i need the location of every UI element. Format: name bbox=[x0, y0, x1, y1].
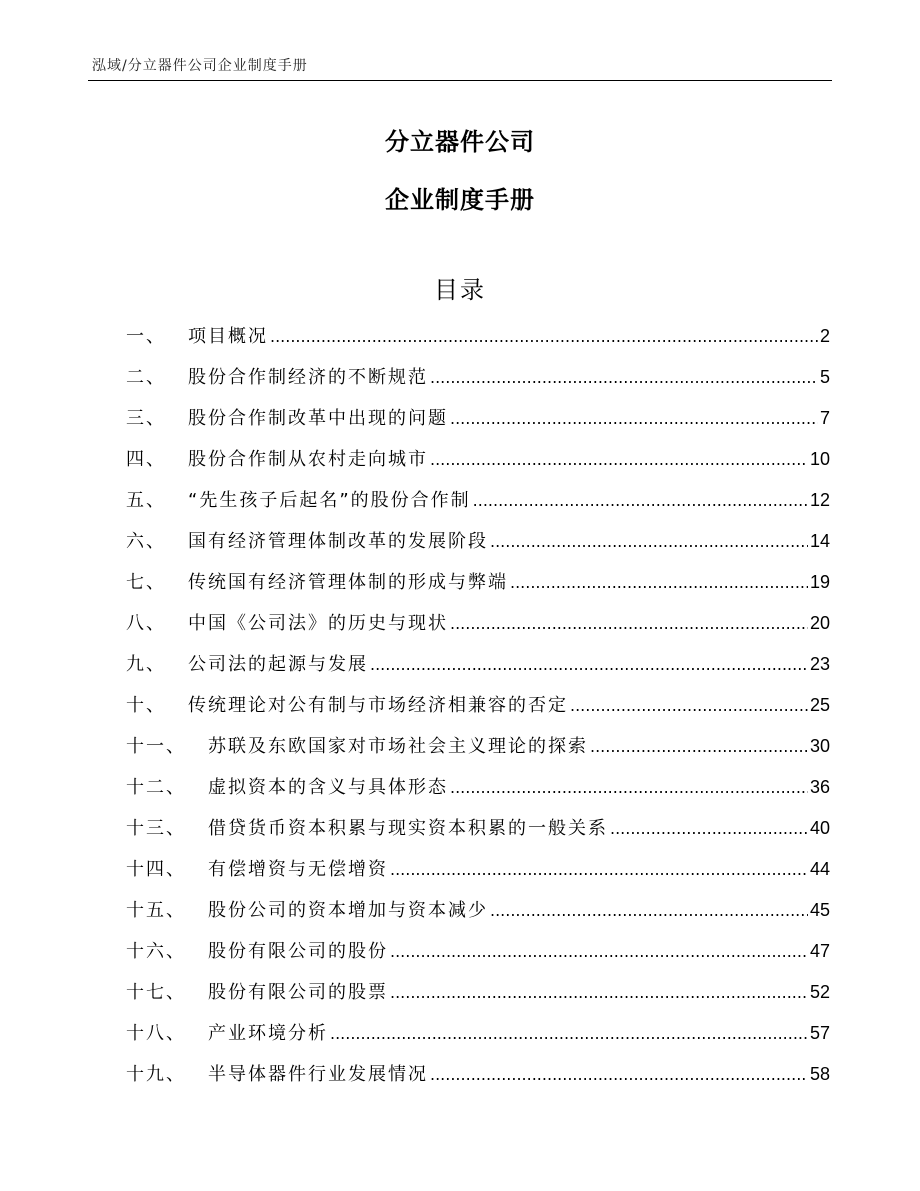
toc-entry[interactable] bbox=[126, 936, 830, 977]
toc-entry-number: 十一、 bbox=[126, 736, 186, 757]
toc-entry-title: 股份合作制经济的不断规范 bbox=[188, 367, 428, 388]
toc-entry-page: 12 bbox=[809, 490, 830, 510]
toc-entry[interactable] bbox=[126, 895, 830, 936]
toc-entry-number: 四、 bbox=[126, 449, 166, 470]
toc-entry-page: 52 bbox=[809, 982, 830, 1002]
toc-leader-dots bbox=[450, 404, 818, 434]
toc-leader-dots bbox=[570, 691, 808, 721]
toc-entry-title: 国有经济管理体制改革的发展阶段 bbox=[188, 531, 488, 552]
toc-entry[interactable] bbox=[126, 854, 830, 895]
toc-entry[interactable] bbox=[126, 444, 830, 485]
toc-entry[interactable] bbox=[126, 362, 830, 403]
toc-entry-title: 有偿增资与无偿增资 bbox=[208, 859, 388, 880]
toc-entry-number: 十四、 bbox=[126, 859, 186, 880]
toc-entry-number: 十五、 bbox=[126, 900, 186, 921]
document-subtitle: 企业制度手册 bbox=[385, 186, 535, 214]
toc-entry-number: 七、 bbox=[126, 572, 166, 593]
toc-entry[interactable] bbox=[126, 1059, 830, 1100]
toc-entry-page: 20 bbox=[809, 613, 830, 633]
toc-entry-number: 九、 bbox=[126, 654, 166, 675]
toc-entry-number: 十、 bbox=[126, 695, 166, 716]
toc-entry[interactable] bbox=[126, 731, 830, 772]
toc-entry-page: 36 bbox=[809, 777, 830, 797]
toc-entry-page: 14 bbox=[809, 531, 830, 551]
toc-entry-title: 股份公司的资本增加与资本减少 bbox=[208, 900, 488, 921]
toc-entry-title: 产业环境分析 bbox=[208, 1023, 328, 1044]
toc-entry-page: 5 bbox=[819, 367, 830, 387]
toc-entry-number: 一、 bbox=[126, 326, 166, 347]
running-header: 泓域/分立器件公司企业制度手册 bbox=[92, 58, 308, 74]
toc-leader-dots bbox=[490, 527, 808, 557]
toc-entry-page: 19 bbox=[809, 572, 830, 592]
toc-entry-page: 7 bbox=[819, 408, 830, 428]
toc-entry-title: 半导体器件行业发展情况 bbox=[208, 1064, 428, 1085]
toc-entry-title: 股份合作制从农村走向城市 bbox=[188, 449, 428, 470]
toc-entry-page: 44 bbox=[809, 859, 830, 879]
toc-entry-page: 10 bbox=[809, 449, 830, 469]
toc-entry[interactable] bbox=[126, 772, 830, 813]
toc-entry-title: 传统国有经济管理体制的形成与弊端 bbox=[188, 572, 508, 593]
toc-entry[interactable] bbox=[126, 649, 830, 690]
toc-leader-dots bbox=[610, 814, 808, 844]
toc-leader-dots bbox=[450, 609, 808, 639]
toc-entry-page: 57 bbox=[809, 1023, 830, 1043]
toc-entry-title: 苏联及东欧国家对市场社会主义理论的探索 bbox=[208, 736, 588, 757]
toc-entry-title: 项目概况 bbox=[188, 326, 268, 347]
toc-leader-dots bbox=[490, 896, 808, 926]
toc-entry-title: 中国《公司法》的历史与现状 bbox=[188, 613, 448, 634]
toc-entry-number: 十七、 bbox=[126, 982, 186, 1003]
document-title: 分立器件公司 bbox=[385, 128, 535, 156]
toc-entry[interactable] bbox=[126, 485, 830, 526]
toc-entry-page: 47 bbox=[809, 941, 830, 961]
toc-entry-title: 公司法的起源与发展 bbox=[188, 654, 368, 675]
toc-leader-dots bbox=[430, 1060, 808, 1090]
toc-entry-number: 二、 bbox=[126, 367, 166, 388]
toc-entry[interactable] bbox=[126, 1018, 830, 1059]
toc-entry-title: 股份合作制改革中出现的问题 bbox=[188, 408, 448, 429]
toc-entry[interactable] bbox=[126, 813, 830, 854]
toc-entry[interactable] bbox=[126, 690, 830, 731]
toc-entry-page: 25 bbox=[809, 695, 830, 715]
toc-entry-number: 十六、 bbox=[126, 941, 186, 962]
toc-entry-title: 虚拟资本的含义与具体形态 bbox=[208, 777, 448, 798]
toc-entry-number: 十九、 bbox=[126, 1064, 186, 1085]
toc-entry-number: 三、 bbox=[126, 408, 166, 429]
toc-leader-dots bbox=[473, 486, 808, 516]
toc-entry-page: 45 bbox=[809, 900, 830, 920]
toc-leader-dots bbox=[510, 568, 808, 598]
toc-entry-number: 十三、 bbox=[126, 818, 186, 839]
toc-leader-dots bbox=[270, 322, 818, 352]
toc-leader-dots bbox=[590, 732, 808, 762]
toc-entry-title: “先生孩子后起名”的股份合作制 bbox=[188, 490, 471, 511]
toc-heading: 目录 bbox=[434, 276, 486, 304]
toc-leader-dots bbox=[370, 650, 808, 680]
toc-entry-page: 2 bbox=[819, 326, 830, 346]
header-divider bbox=[88, 80, 832, 81]
toc-entry-page: 40 bbox=[809, 818, 830, 838]
toc-entry-page: 58 bbox=[809, 1064, 830, 1084]
toc-entry-number: 八、 bbox=[126, 613, 166, 634]
toc-entry-page: 30 bbox=[809, 736, 830, 756]
toc-entry-number: 六、 bbox=[126, 531, 166, 552]
toc-leader-dots bbox=[390, 978, 808, 1008]
toc-leader-dots bbox=[430, 445, 808, 475]
toc-entry[interactable] bbox=[126, 403, 830, 444]
table-of-contents bbox=[126, 321, 830, 1100]
toc-entry-title: 传统理论对公有制与市场经济相兼容的否定 bbox=[188, 695, 568, 716]
toc-entry[interactable] bbox=[126, 526, 830, 567]
toc-leader-dots bbox=[390, 937, 808, 967]
toc-entry[interactable] bbox=[126, 608, 830, 649]
toc-entry-number: 十八、 bbox=[126, 1023, 186, 1044]
toc-leader-dots bbox=[390, 855, 808, 885]
toc-entry-page: 23 bbox=[809, 654, 830, 674]
toc-leader-dots bbox=[330, 1019, 808, 1049]
toc-entry-number: 五、 bbox=[126, 490, 166, 511]
toc-leader-dots bbox=[450, 773, 808, 803]
toc-entry-title: 股份有限公司的股份 bbox=[208, 941, 388, 962]
toc-entry-number: 十二、 bbox=[126, 777, 186, 798]
toc-entry[interactable] bbox=[126, 567, 830, 608]
toc-entry[interactable] bbox=[126, 321, 830, 362]
toc-entry-title: 借贷货币资本积累与现实资本积累的一般关系 bbox=[208, 818, 608, 839]
toc-leader-dots bbox=[430, 363, 818, 393]
toc-entry-title: 股份有限公司的股票 bbox=[208, 982, 388, 1003]
toc-entry[interactable] bbox=[126, 977, 830, 1018]
